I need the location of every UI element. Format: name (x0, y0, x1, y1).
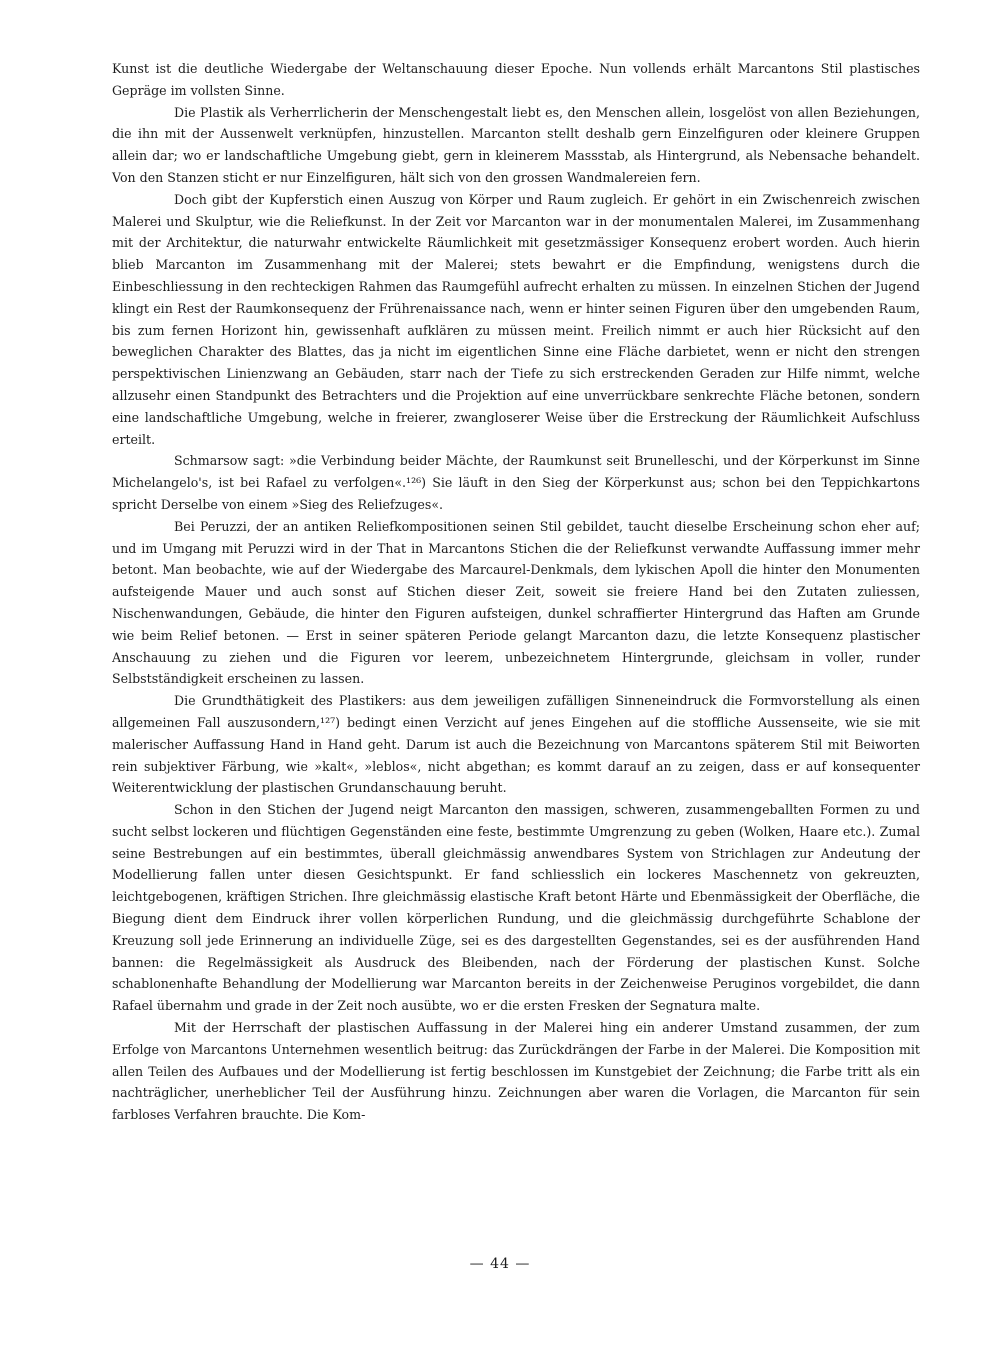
paragraph-2: Die Plastik als Verherrlicherin der Menschengestalt liebt es, den Menschen allein, losgelöst von allen Beziehungen, die ihn mit der Aussenwelt verknüpfen, hinzustellen. Marcanton stellt deshalb gern Einzelfiguren oder kleinere Gruppen allein dar; wo er landschaftliche Umgebung giebt, gern in kleinerem Massstab, als Hintergrund, als Nebensache behandelt. Von den Stanzen sticht er nur Einzelfiguren, hält sich von den grossen Wandmalereien fern. (112, 104, 920, 185)
paragraph-3: Doch gibt der Kupferstich einen Auszug von Körper und Raum zugleich. Er gehört in ein Zwischenreich zwischen Malerei und Skulptur, wie die Reliefkunst. In der Zeit vor Marcanton war in der monumentalen Malerei, im Zusammenhang mit der Architektur, die naturwahr entwickelte Räumlichkeit mit gesetzmässiger Konsequenz erobert worden. Auch hierin blieb Marcanton im Zusammenhang mit der Malerei; stets bewahrt er die Empfindung, wenigstens durch die Einbeschliessung in den rechteckigen Rahmen das Raumgefühl aufrecht erhalten zu müssen. In einzelnen Stichen der Jugend klingt ein Rest der Raumkonsequenz der Frührenaissance nach, wenn er hinter seinen Figuren über den umgebenden Raum, bis zum fernen Horizont hin, gewissenhaft aufklären zu müssen meint. Freilich nimmt er auch hier Rücksicht auf den beweglichen Charakter des Blattes, das ja nicht im eigentlichen Sinne eine Fläche darbietet, wenn er nicht den strengen perspektivischen Linienzwang an Gebäuden, starr nach der Tiefe zu sich erstreckenden Geraden zur Hilfe nimmt, welche allzusehr einen Standpunkt des Betrachters und die Projektion auf eine unverrückbare senkrechte Fläche betonen, sondern eine landschaftliche Umgebung, welche in freierer, zwangloserer Weise über die Erstreckung der Räumlichkeit Aufschluss erteilt. (112, 191, 920, 447)
paragraph-8: Mit der Herrschaft der plastischen Auffassung in der Malerei hing ein anderer Umstand zusammen, der zum Erfolge von Marcantons Unternehmen wesentlich beitrug: das Zurückdrängen der Farbe in der Malerei. Die Komposition mit allen Teilen des Aufbaues und der Modellierung ist fertig beschlossen im Kunstgebiet der Zeichnung; die Farbe tritt als ein nachträglicher, unerheblicher Teil der Ausführung hinzu. Zeichnungen aber waren die Vorlagen, die Marcanton für sein farbloses Verfahren brauchte. Die Kom- (112, 1020, 920, 1123)
paragraph-6: Die Grundthätigkeit des Plastikers: aus dem jeweiligen zufälligen Sinneneindruck die Formvorstellung als einen allgemeinen Fall auszusondern,¹²⁷) bedingt einen Verzicht auf jenes Eingehen auf die stoffliche Aussenseite, wie sie mit malerischer Auffassung Hand in Hand geht. Darum ist auch die Bezeichnung von Marcantons späterem Stil mit Beiworten rein subjektiver Färbung, wie »kalt«, »leblos«, nicht abgethan; es kommt darauf an zu zeigen, dass er auf konsequenter Weiterentwicklung der plastischen Grundanschauung beruht. (112, 693, 920, 796)
paragraph-7: Schon in den Stichen der Jugend neigt Marcanton den massigen, schweren, zusammengeballten Formen zu und sucht selbst lockeren und flüchtigen Gegenständen eine feste, bestimmte Umgrenzung zu geben (Wolken, Haare etc.). Zumal seine Bestrebungen auf ein bestimmtes, überall gleichmässig anwendbares System von Strichlagen zur Andeutung der Modellierung fallen unter diesen Gesichtspunkt. Er fand schliesslich ein lockeres Maschennetz von gekreuzten, leichtgebogenen, kräftigen Strichen. Ihre gleichmässig elastische Kraft betont Härte und Ebenmässigkeit der Oberfläche, die Biegung dient dem Eindruck ihrer vollen körperlichen Rundung, und die gleichmässig durchgeführte Schablone der Kreuzung soll jede Erinnerung an individuelle Züge, sei es des dargestellten Gegenstandes, sei es der ausführenden Hand bannen: die Regelmässigkeit als Ausdruck des Bleibenden, nach der Förderung der plastischen Kunst. Solche schablonenhafte Behandlung der Modellierung war Marcanton bereits in der Zeichenweise Peruginos vorgebildet, die dann Rafael übernahm und grade in der Zeit noch ausübte, wo er die ersten Fresken der Segnatura malte. (112, 802, 920, 1014)
page-number: — 44 — (469, 1256, 531, 1272)
paragraph-4: Schmarsow sagt: »die Verbindung beider Mächte, der Raumkunst seit Brunelleschi, und der Körperkunst im Sinne Michelangelo's, ist bei Rafael zu verfolgen«.¹²⁶) Sie läuft in den Sieg der Körperkunst aus; schon bei den Teppichkartons spricht Derselbe von einem »Sieg des Reliefzuges«. (112, 453, 920, 512)
paragraph-5: Bei Peruzzi, der an antiken Reliefkompositionen seinen Stil gebildet, taucht dieselbe Erscheinung schon eher auf; und im Umgang mit Peruzzi wird in der That in Marcantons Stichen die der Reliefkunst verwandte Auffassung immer mehr betont. Man beobachte, wie auf der Wiedergabe des Marcaurel-Denkmals, dem lykischen Apoll die hinter den Monumenten aufsteigende Mauer und auch sonst auf Stichen dieser Zeit, soweit sie freiere Hand bei den Zutaten zuliessen, Nischenwandungen, Gebäude, die hinter den Figuren aufsteigen, dunkel schraffierter Hintergrund das Haften am Grunde wie beim Relief betonen. — Erst in seiner späteren Periode gelangt Marcanton dazu, die letzte Konsequenz plastischer Anschauung zu ziehen und die Figuren vor leerem, unbezeichnetem Hintergrunde, gleichsam in voller, runder Selbstständigkeit erscheinen zu lassen. (112, 518, 920, 687)
paragraph-1: Kunst ist die deutliche Wiedergabe der Weltanschauung dieser Epoche. Nun vollends erhält Marcantons Stil plastisches Gepräge im vollsten Sinne. (112, 61, 920, 98)
page-body (112, 58, 920, 1126)
